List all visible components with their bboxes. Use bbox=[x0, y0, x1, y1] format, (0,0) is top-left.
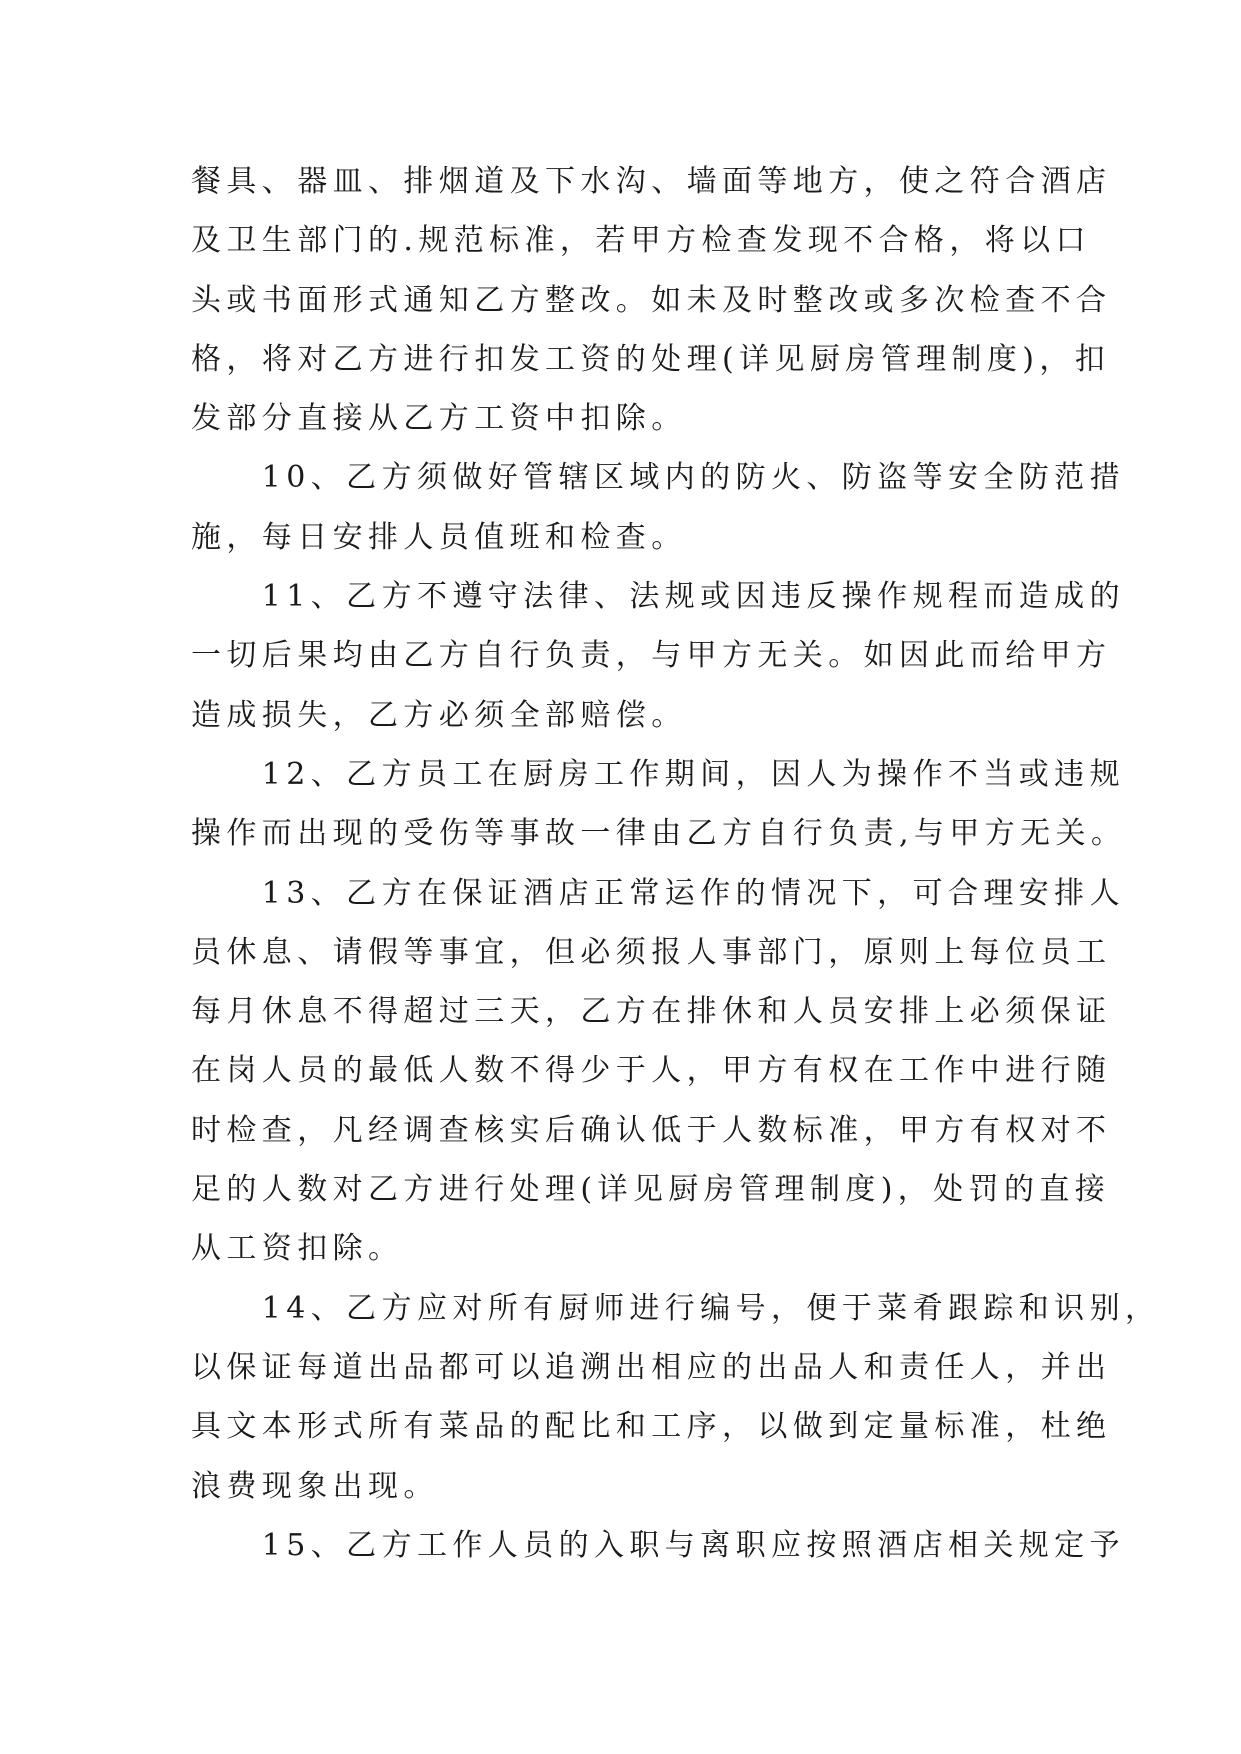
text-line: 员休息、请假等事宜，但必须报人事部门，原则上每位员工 bbox=[191, 934, 1112, 970]
clause-11-line: 11、乙方不遵守法律、法规或因违反操作规程而造成的 bbox=[191, 579, 1125, 615]
clause-10-line: 10、乙方须做好管辖区域内的防火、防盗等安全防范措 bbox=[191, 460, 1125, 496]
text-line: 及卫生部门的.规范标准，若甲方检查发现不合格，将以口 bbox=[191, 223, 1091, 259]
text-line: 以保证每道出品都可以追溯出相应的出品人和责任人，并出 bbox=[191, 1349, 1112, 1385]
text-line: 一切后果均由乙方自行负责，与甲方无关。如因此而给甲方 bbox=[191, 638, 1112, 674]
text-line: 从工资扣除。 bbox=[191, 1231, 404, 1267]
text-line: 施，每日安排人员值班和检查。 bbox=[191, 519, 687, 555]
text-line: 发部分直接从乙方工资中扣除。 bbox=[191, 401, 687, 437]
text-line: 具文本形式所有菜品的配比和工序，以做到定量标准，杜绝 bbox=[191, 1409, 1112, 1445]
text-line: 餐具、器皿、排烟道及下水沟、墙面等地方，使之符合酒店 bbox=[191, 164, 1112, 199]
text-line: 造成损失，乙方必须全部赔偿。 bbox=[191, 697, 687, 733]
contract-body-text bbox=[191, 152, 1161, 1575]
text-line: 时检查，凡经调查核实后确认低于人数标准，甲方有权对不 bbox=[191, 1112, 1112, 1148]
text-line: 浪费现象出现。 bbox=[191, 1468, 439, 1504]
text-line: 头或书面形式通知乙方整改。如未及时整改或多次检查不合 bbox=[191, 282, 1112, 318]
text-line: 操作而出现的受伤等事故一律由乙方自行负责,与甲方无关。 bbox=[191, 816, 1127, 852]
text-line: 在岗人员的最低人数不得少于人，甲方有权在工作中进行随 bbox=[191, 1053, 1112, 1089]
text-line: 格，将对乙方进行扣发工资的处理(详见厨房管理制度)，扣 bbox=[191, 341, 1111, 377]
text-line: 每月休息不得超过三天，乙方在排休和人员安排上必须保证 bbox=[191, 994, 1112, 1030]
clause-15-line: 15、乙方工作人员的入职与离职应按照酒店相关规定予 bbox=[191, 1527, 1125, 1563]
clause-14-line: 14、乙方应对所有厨师进行编号，便于菜肴跟踪和识别， bbox=[191, 1290, 1161, 1326]
text-line: 足的人数对乙方进行处理(详见厨房管理制度)，处罚的直接 bbox=[191, 1172, 1111, 1208]
clause-13-line: 13、乙方在保证酒店正常运作的情况下，可合理安排人 bbox=[191, 875, 1125, 911]
clause-12-line: 12、乙方员工在厨房工作期间，因人为操作不当或违规 bbox=[191, 756, 1125, 792]
